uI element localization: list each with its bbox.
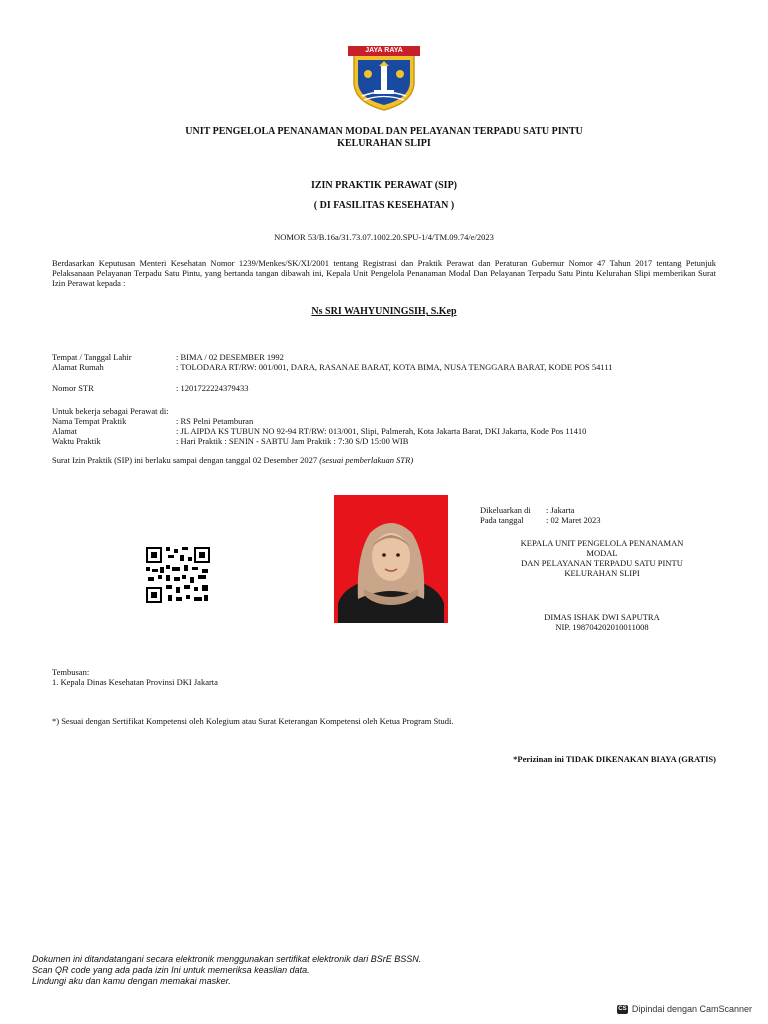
- signatory-title-line-2: MODAL: [586, 548, 618, 558]
- holder-name: [0, 306, 768, 317]
- footer-note-line-3: Lindungi aku dan kamu dengan memakai masker.: [32, 976, 231, 986]
- practice-address-label: Alamat: [52, 426, 78, 436]
- signatory-identity: [484, 612, 720, 632]
- issuance-place-row: [480, 505, 680, 515]
- tembusan-item-1: 1. Kepala Dinas Kesehatan Provinsi DKI Jakarta: [52, 677, 218, 687]
- practice-address-value: : JL AIPDA KS TUBUN NO 92-94 RT/RW: 013/001, Slipi, Palmerah, Kota Jakarta Barat, DKI Jakarta, Kode Pos 11410: [176, 426, 587, 436]
- document-number: NOMOR 53/B.16a/31.73.07.1002.20.SPU-1/4/TM.09.74/e/2023: [274, 232, 494, 242]
- holder-name-text: Ns SRI WAHYUNINGSIH, S.Kep: [311, 306, 457, 317]
- footer-note-line-2: Scan QR code yang ada pada izin Ini untuk memeriksa keaslian data.: [32, 965, 310, 975]
- validity-statement: [52, 455, 732, 465]
- emblem-banner-text: JAYA RAYA: [365, 47, 403, 54]
- validity-note: (sesuai pemberlakuan STR): [319, 455, 414, 465]
- organization-heading: [0, 126, 768, 150]
- verification-qr-code[interactable]: [146, 547, 210, 603]
- tembusan-heading: Tembusan:: [52, 667, 90, 677]
- organization-line-2: KELURAHAN SLIPI: [337, 138, 431, 149]
- work-intro: Untuk bekerja sebagai Perawat di:: [52, 406, 169, 416]
- practice-time-label: Waktu Praktik: [52, 436, 101, 446]
- tembusan-block: [52, 667, 218, 687]
- organization-line-1: UNIT PENGELOLA PENANAMAN MODAL DAN PELAYANAN TERPADU SATU PINTU: [185, 126, 583, 137]
- signatory-title-line-4: KELURAHAN SLIPI: [564, 568, 640, 578]
- issuance-date-label: Pada tanggal: [480, 515, 524, 525]
- birth-value: : BIMA / 02 DESEMBER 1992: [176, 352, 284, 362]
- signatory-name: DIMAS ISHAK DWI SAPUTRA: [544, 612, 660, 622]
- free-of-charge-notice: *Perizinan ini TIDAK DIKENAKAN BIAYA (GRATIS): [513, 754, 716, 764]
- issuance-date-row: [480, 515, 680, 525]
- birth-label: Tempat / Tanggal Lahir: [52, 352, 132, 362]
- practice-place-label: Nama Tempat Praktik: [52, 416, 127, 426]
- practice-time-value: : Hari Praktik : SENIN - SABTU Jam Praktik : 7:30 S/D 15:00 WIB: [176, 436, 409, 446]
- holder-photo: [334, 495, 448, 623]
- camscanner-watermark: [617, 1004, 752, 1014]
- str-number-label: Nomor STR: [52, 383, 94, 393]
- issuance-place-value: : Jakarta: [546, 505, 575, 515]
- validity-text: Surat Izin Praktik (SIP) ini berlaku sampai dengan tanggal 02 Desember 2027: [52, 455, 318, 465]
- title-line-1: IZIN PRAKTIK PERAWAT (SIP): [310, 180, 458, 191]
- title-line-2: ( DI FASILITAS KESEHATAN ): [313, 200, 455, 211]
- home-address-label: Alamat Rumah: [52, 362, 104, 372]
- footer-note-line-1: Dokumen ini ditandatangani secara elektronik menggunakan sertifikat elektronik dari BSrE BSSN.: [32, 954, 422, 964]
- str-number-value: : 1201722224379433: [176, 383, 249, 393]
- home-address-value: : TOLODARA RT/RW: 001/001, DARA, RASANAE BARAT, KOTA BIMA, NUSA TENGGARA BARAT, KODE POS 54111: [176, 362, 613, 372]
- jaya-raya-emblem-logo: [346, 44, 422, 112]
- signatory-title: [484, 538, 720, 578]
- camscanner-logo-icon: CS: [618, 1005, 627, 1012]
- signatory-title-line-1: KEPALA UNIT PENGELOLA PENANAMAN: [520, 538, 684, 548]
- issuance-block: [480, 505, 680, 525]
- preamble-paragraph: Berdasarkan Keputusan Menteri Kesehatan Nomor 1239/Menkes/SK/XI/2001 tentang Registrasi dan Praktik Perawat dan Peraturan Gubernur Nomor 47 Tahun 2017 tentang Petunjuk Pelaksanaan Pelayanan Terpadu Satu Pintu, yang bertanda tangan dibawah ini, Kepala Unit Pengelola Penanaman Modal Dan Pelayanan Terpadu Satu Pintu Kelurahan Slipi memberikan Surat Izin Perawat kepada :: [52, 258, 716, 288]
- issuance-place-label: Dikeluarkan di: [480, 505, 531, 515]
- camscanner-text: Dipindai dengan CamScanner: [631, 1004, 752, 1014]
- document-title: [0, 176, 768, 216]
- signatory-title-line-3: DAN PELAYANAN TERPADU SATU PINTU: [521, 558, 683, 568]
- competency-footnote: *) Sesuai dengan Sertifikat Kompetensi oleh Kolegium atau Surat Keterangan Kompetensi oleh Ketua Program Studi.: [52, 716, 454, 726]
- signatory-nip: NIP. 198704202010011008: [555, 622, 649, 632]
- practice-place-value: : RS Pelni Petamburan: [176, 416, 254, 426]
- issuance-date-value: : 02 Maret 2023: [546, 515, 601, 525]
